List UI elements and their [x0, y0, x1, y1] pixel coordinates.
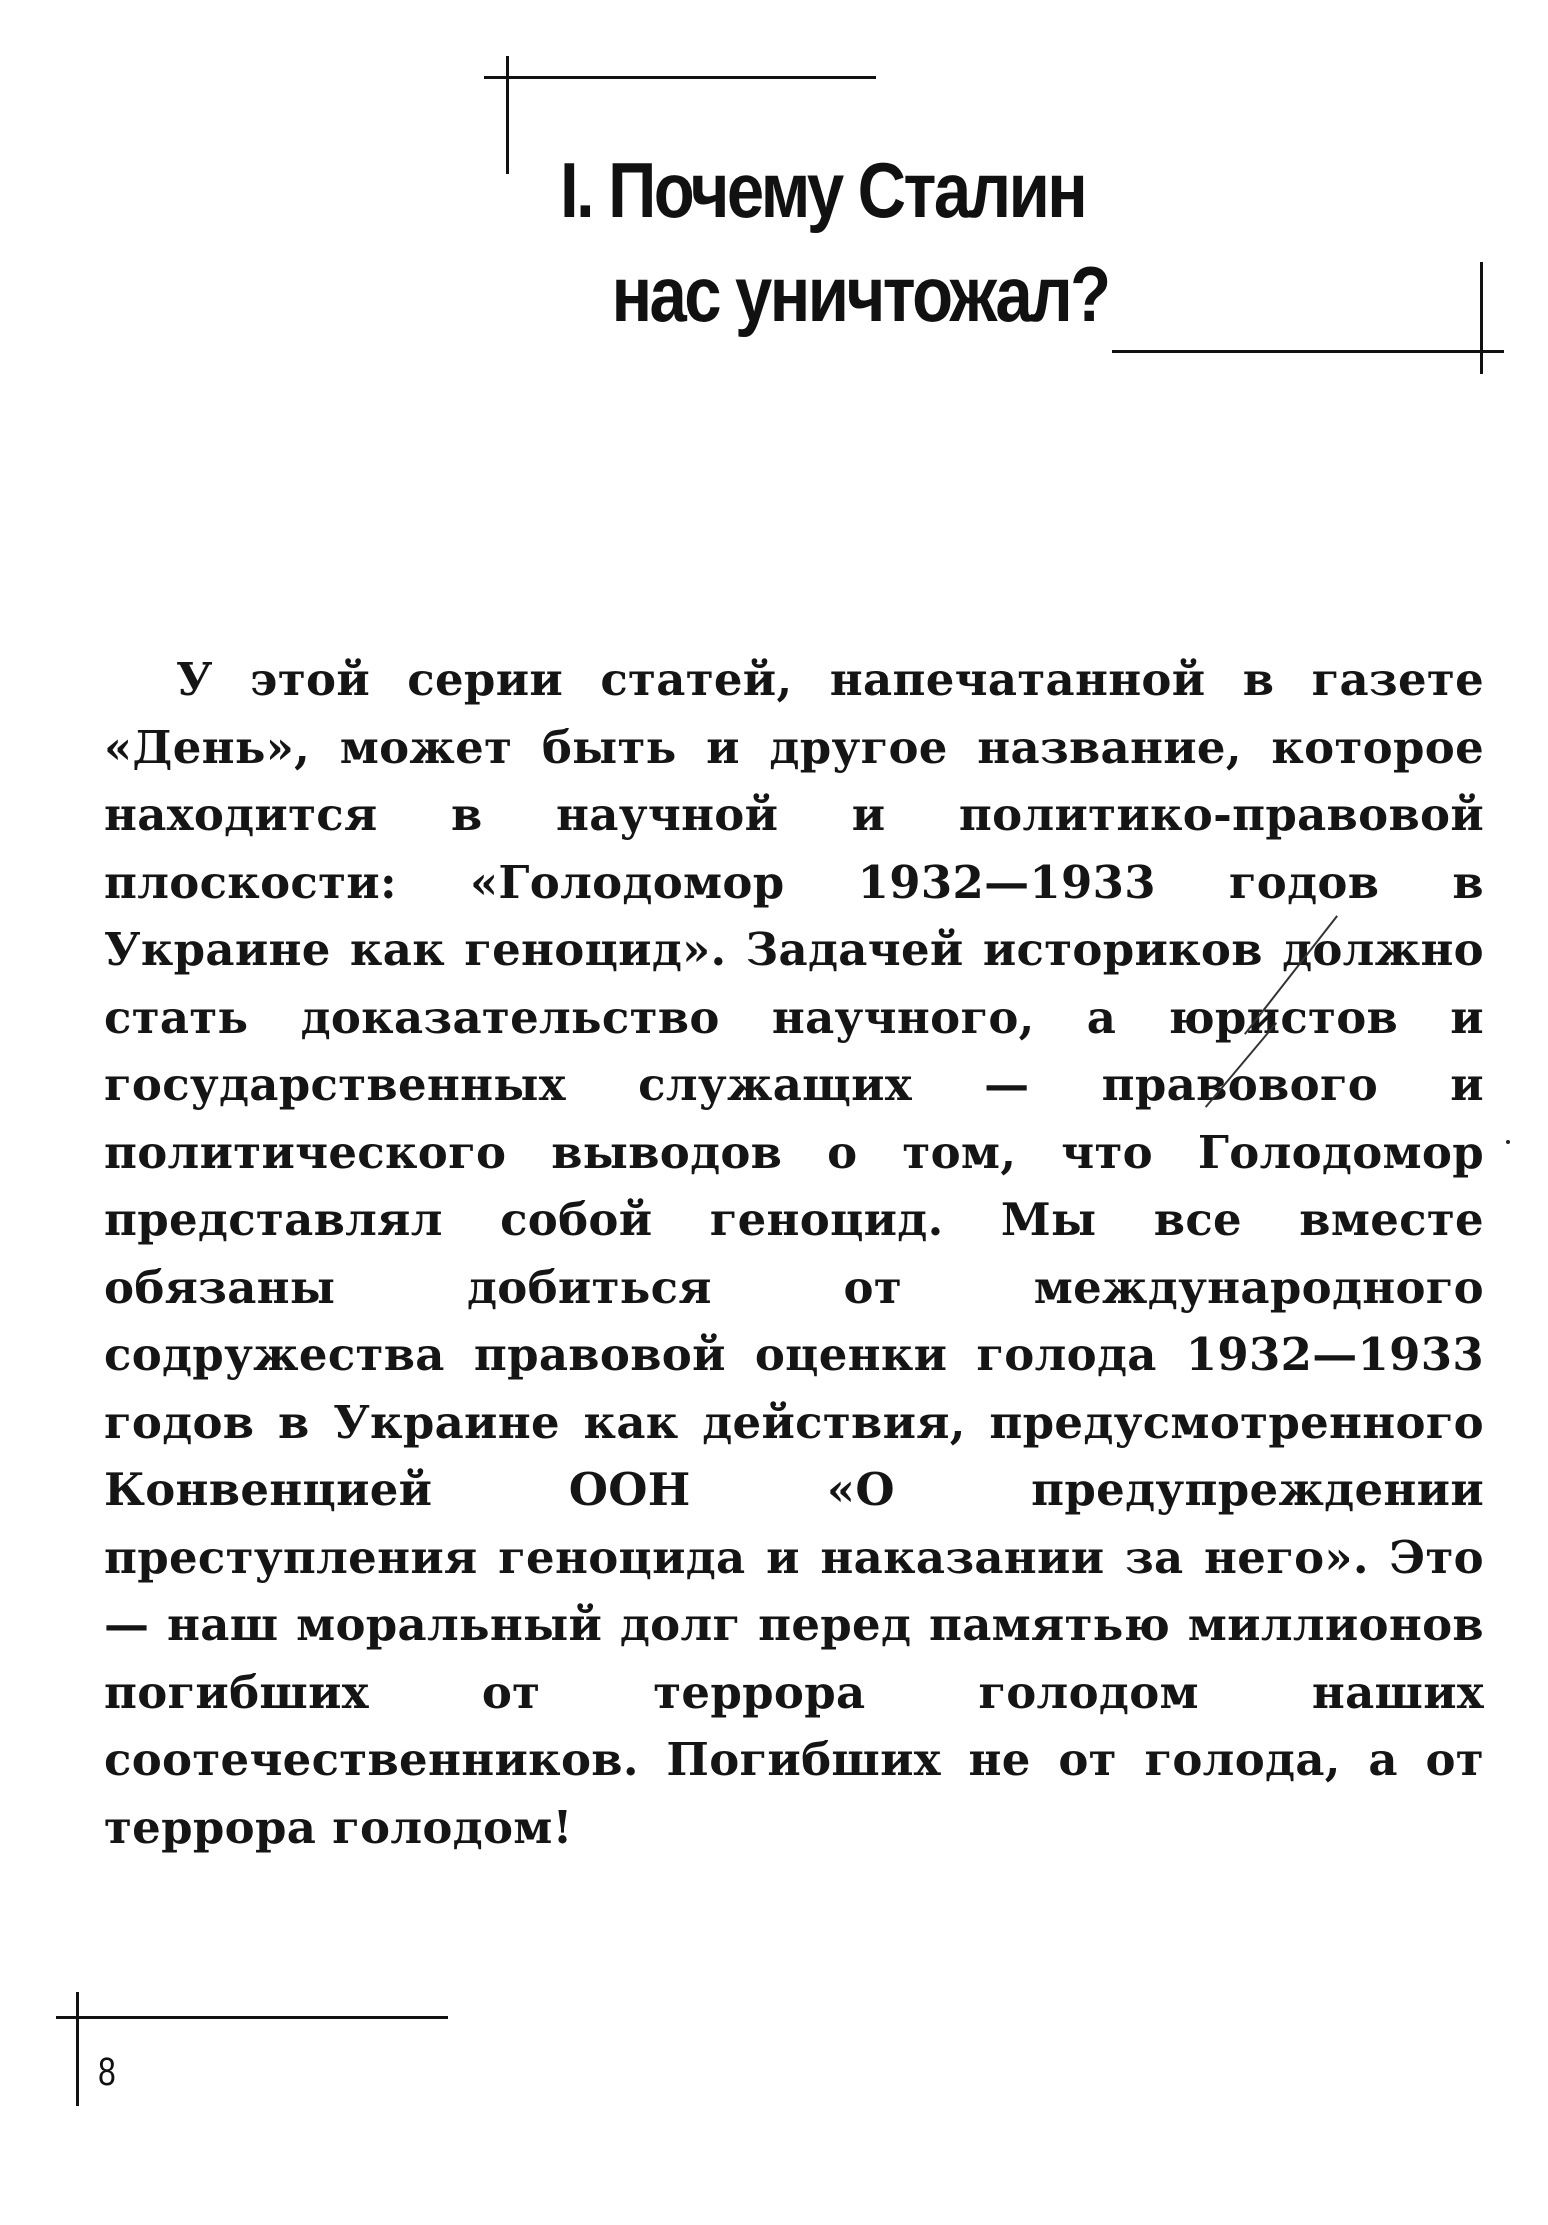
crop-mark-top-vertical: [506, 56, 509, 174]
body-paragraph: У этой серии статей, напечатанной в газете «День», может быть и другое название, которое находится в научной и политико-правовой плоскости: «Голодомор 1932—1933 годов в Украине как геноцид». Задачей историков должно стать доказательство научного, а юристов и государственных служащих — правового и политического выводов о том, что Голодомор представлял собой геноцид. Мы все вместе обязаны добиться от международного содружества правовой оценки голода 1932—1933 годов в Украине как действия, предусмотренного Конвенцией ООН «О предупреждении преступления геноцида и наказании за него». Это — наш моральный долг перед памятью миллионов погибших от террора голодом наших соотечественников. Погибших не от голода, а от террора голодом!: [104, 653, 1484, 1854]
crop-mark-bottom-horizontal: [56, 2016, 448, 2019]
margin-speck: [1506, 1140, 1510, 1144]
crop-mark-top-horizontal: [484, 76, 876, 79]
chapter-title: [560, 138, 1214, 346]
crop-mark-bottom-vertical: [76, 1992, 79, 2106]
chapter-title-line-2: нас уничтожал?: [611, 250, 1109, 338]
crop-mark-right-horizontal: [1112, 350, 1504, 353]
chapter-title-line-1: I. Почему Сталин: [560, 146, 1086, 234]
page-number: 8: [98, 2050, 116, 2094]
crop-mark-right-vertical: [1480, 262, 1483, 374]
